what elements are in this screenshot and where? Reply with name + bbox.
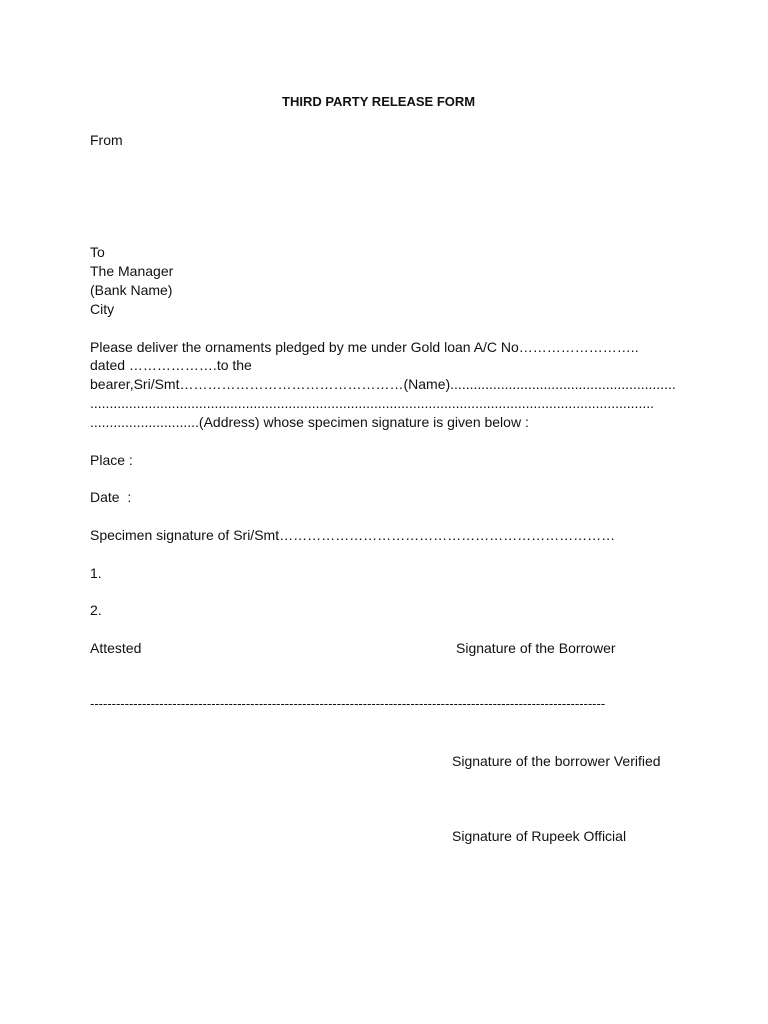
request-line-1: Please deliver the ornaments pledged by me under Gold loan A/C No……………………..	[90, 339, 639, 355]
specimen-signature-2: 2.	[90, 602, 102, 618]
specimen-signature-label: Specimen signature of Sri/Smt………………………………………………………………	[90, 527, 616, 543]
manager-label: The Manager	[90, 263, 174, 279]
specimen-signature-1: 1.	[90, 565, 102, 581]
request-line-2: dated ……………….to the	[90, 357, 252, 373]
form-title: THIRD PARTY RELEASE FORM	[282, 94, 476, 109]
attested-label: Attested	[90, 640, 142, 656]
to-label: To	[90, 244, 105, 260]
borrower-signature-label: Signature of the Borrower	[456, 640, 616, 656]
date-label: Date :	[90, 489, 132, 505]
request-line-5: ............................(Address) whose specimen signature is given below :	[90, 414, 529, 430]
official-signature-label: Signature of Rupeek Official	[452, 828, 627, 844]
place-label: Place :	[90, 452, 133, 468]
request-line-4: .................................................................................................................................................	[90, 395, 654, 411]
city-label: City	[90, 301, 115, 317]
separator-line: -----------------------------------------------------------------------------------------------------------------------	[90, 696, 606, 711]
bank-name-label: (Bank Name)	[90, 282, 173, 298]
borrower-verified-label: Signature of the borrower Verified	[452, 753, 661, 769]
request-line-3: bearer,Sri/Smt…………………………………………(Name)..........................................................	[90, 376, 676, 392]
from-label: From	[90, 132, 123, 148]
